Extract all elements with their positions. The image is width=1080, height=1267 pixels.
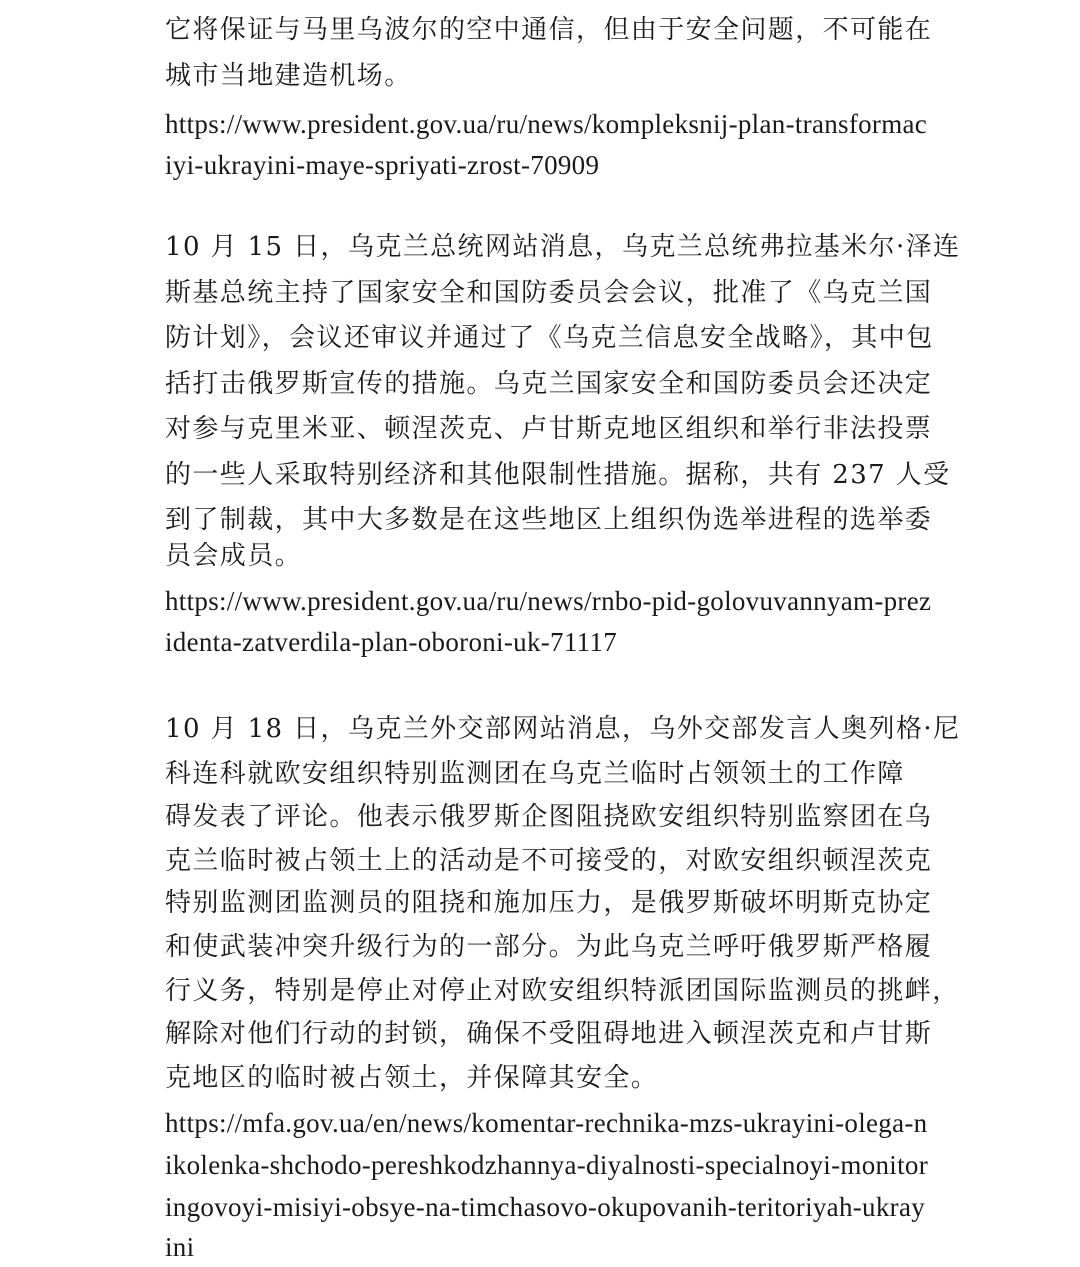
oct18-line-1: 10 月 18 日，乌克兰外交部网站消息，乌外交部发言人奥列格·尼 <box>165 714 961 744</box>
oct15-line-3: 防计划》，会议还审议并通过了《乌克兰信息安全战略》，其中包 <box>165 323 934 353</box>
oct18-link-line-1[interactable]: https://mfa.gov.ua/en/news/komentar-rechnika-mzs-ukrayini-olega-n <box>165 1108 928 1138</box>
oct15-line-8: 员会成员。 <box>165 541 303 571</box>
oct18-line-4: 克兰临时被占领土上的活动是不可接受的，对欧安组织顿涅茨克 <box>165 846 933 876</box>
oct18-link-line-4[interactable]: ini <box>165 1232 195 1262</box>
oct15-line-2: 斯基总统主持了国家安全和国防委员会会议，批准了《乌克兰国 <box>165 278 933 308</box>
oct15-line-7: 到了制裁，其中大多数是在这些地区上组织伪选举进程的选举委 <box>165 505 933 535</box>
oct18-link-line-3[interactable]: ingovoyi-misiyi-obsye-na-timchasovo-okupovanih-teritoriyah-ukray <box>165 1192 926 1222</box>
oct15-line-4: 括打击俄罗斯宣传的措施。乌克兰国家安全和国防委员会还决定 <box>165 369 933 399</box>
oct18-line-5: 特别监测团监测员的阻挠和施加压力，是俄罗斯破坏明斯克协定 <box>165 888 933 918</box>
oct15-line-5: 对参与克里米亚、顿涅茨克、卢甘斯克地区组织和举行非法投票 <box>165 414 933 444</box>
intro-link-line-1[interactable]: https://www.president.gov.ua/ru/news/kompleksnij-plan-transformac <box>165 109 928 139</box>
oct18-line-6: 和使武装冲突升级行为的一部分。为此乌克兰呼吁俄罗斯严格履 <box>165 932 933 962</box>
intro-link-line-2[interactable]: iyi-ukrayini-maye-spriyati-zrost-70909 <box>165 150 600 180</box>
oct18-link-line-2[interactable]: ikolenka-shchodo-pereshkodzhannya-diyalnosti-specialnoyi-monitor <box>165 1150 928 1180</box>
oct18-line-7: 行义务，特别是停止对停止对欧安组织特派团国际监测员的挑衅， <box>165 976 960 1006</box>
oct18-line-3: 碍发表了评论。他表示俄罗斯企图阻挠欧安组织特别监察团在乌 <box>165 802 933 832</box>
intro-line-1: 它将保证与马里乌波尔的空中通信，但由于安全问题，不可能在 <box>165 15 933 45</box>
oct18-line-2: 科连科就欧安组织特别监测团在乌克兰临时占领领土的工作障 <box>165 759 905 789</box>
oct15-link-line-1[interactable]: https://www.president.gov.ua/ru/news/rnbo-pid-golovuvannyam-prez <box>165 586 932 616</box>
oct15-line-6: 的一些人采取特别经济和其他限制性措施。据称，共有 237 人受 <box>165 460 951 490</box>
oct15-link-line-2[interactable]: identa-zatverdila-plan-oboroni-uk-71117 <box>165 627 618 657</box>
oct18-line-8: 解除对他们行动的封锁，确保不受阻碍地进入顿涅茨克和卢甘斯 <box>165 1019 933 1049</box>
intro-line-2: 城市当地建造机场。 <box>165 61 412 91</box>
oct18-line-9: 克地区的临时被占领土，并保障其安全。 <box>165 1063 659 1093</box>
oct15-line-1: 10 月 15 日，乌克兰总统网站消息，乌克兰总统弗拉基米尔·泽连 <box>165 232 961 262</box>
